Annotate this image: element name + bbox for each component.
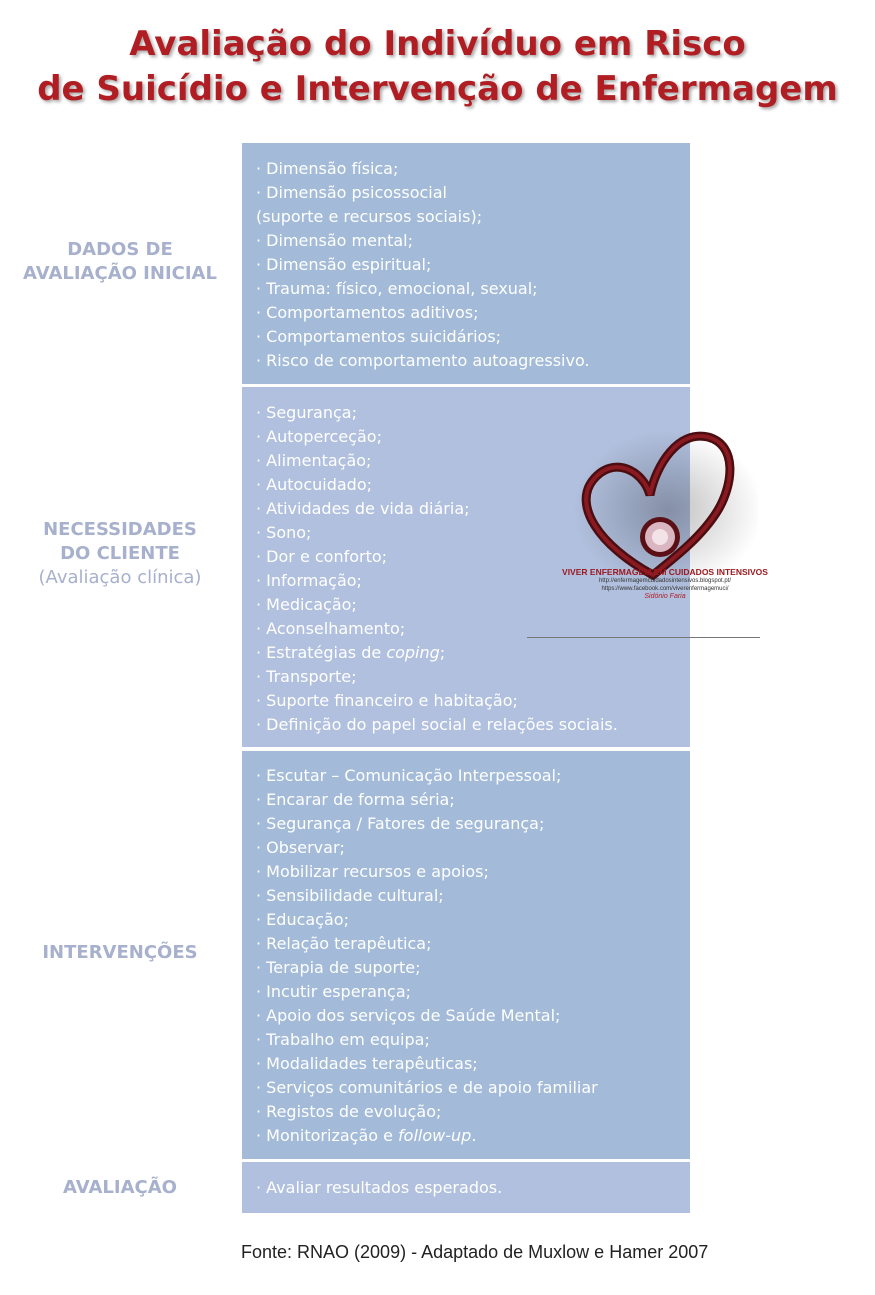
list-item: · Atividades de vida diária; — [256, 499, 470, 518]
list-item: · Alimentação; — [256, 451, 372, 470]
list-item: · Observar; — [256, 838, 345, 857]
label-dados-avaliacao — [0, 238, 240, 286]
list-item: · Mobilizar recursos e apoios; — [256, 862, 489, 881]
list-item: · Medicação; — [256, 595, 357, 614]
list-item: · Suporte financeiro e habitação; — [256, 691, 518, 710]
logo-url-1: http://enfermagemcuidadosintensivos.blogspot.pt/ — [598, 578, 732, 584]
list-item: · Dimensão psicossocial — [256, 183, 447, 202]
list-item: · Segurança / Fatores de segurança; — [256, 814, 545, 833]
title-line-2: de Suicídio e Intervenção de Enfermagem — [37, 69, 838, 109]
list-item: · Autoperceção; — [256, 427, 382, 446]
item-suffix: . — [471, 1126, 477, 1145]
item-emphasis: follow-up — [398, 1126, 472, 1145]
logo-name: VIVER ENFERMAGEM EM CUIDADOS INTENSIVOS — [562, 567, 768, 577]
logo-divider — [527, 637, 760, 638]
item-suffix: ; — [439, 643, 446, 662]
label-avaliacao — [0, 1176, 240, 1200]
list-item: · Sono; — [256, 523, 312, 542]
list-item: · Avaliar resultados esperados. — [256, 1178, 503, 1197]
list-item — [256, 1124, 680, 1148]
list-item: · Relação terapêutica; — [256, 934, 432, 953]
list-item — [256, 641, 680, 665]
list-item: · Definição do papel social e relações sociais. — [256, 715, 618, 734]
list-item: · Incutir esperança; — [256, 982, 412, 1001]
item-emphasis: coping — [386, 643, 440, 662]
logo-url-2: https://www.facebook.com/viverenfermagemuci/ — [601, 586, 729, 592]
list-item: · Trabalho em equipa; — [256, 1030, 430, 1049]
list-item: · Autocuidado; — [256, 475, 372, 494]
list-item: · Modalidades terapêuticas; — [256, 1054, 478, 1073]
list-item: · Serviços comunitários e de apoio familiar — [256, 1078, 598, 1097]
list-item: · Dimensão física; — [256, 159, 399, 178]
label-sub: (Avaliação clínica) — [38, 567, 202, 588]
label-line: AVALIAÇÃO INICIAL — [23, 263, 217, 284]
label-line: AVALIAÇÃO — [63, 1177, 177, 1198]
list-item: · Apoio dos serviços de Saúde Mental; — [256, 1006, 561, 1025]
list-item: · Registos de evolução; — [256, 1102, 442, 1121]
item-text: · Estratégias de — [256, 643, 387, 662]
list-item: · Dimensão mental; — [256, 231, 414, 250]
label-line: INTERVENÇÕES — [42, 942, 198, 963]
list-item: · Dor e conforto; — [256, 547, 388, 566]
list-item: · Sensibilidade cultural; — [256, 886, 444, 905]
list-item: · Educação; — [256, 910, 349, 929]
list-item: · Risco de comportamento autoagressivo. — [256, 351, 590, 370]
list-item: · Comportamentos aditivos; — [256, 303, 479, 322]
list-item: · Comportamentos suicidários; — [256, 327, 502, 346]
label-line: DO CLIENTE — [60, 543, 180, 564]
label-necessidades — [0, 518, 240, 590]
list-item: · Informação; — [256, 571, 362, 590]
list-item: · Transporte; — [256, 667, 357, 686]
logo-author: Sidónio Faria — [644, 593, 686, 600]
logo-caption — [555, 567, 775, 600]
box-avaliacao — [242, 1162, 690, 1213]
label-line: DADOS DE — [67, 239, 173, 260]
list-item: · Segurança; — [256, 403, 357, 422]
page-title — [0, 22, 875, 112]
box-dados-avaliacao — [242, 143, 690, 384]
item-text: · Monitorização e — [256, 1126, 399, 1145]
list-item: (suporte e recursos sociais); — [256, 207, 483, 226]
title-line-1: Avaliação do Indivíduo em Risco — [129, 24, 746, 64]
list-item: · Escutar – Comunicação Interpessoal; — [256, 766, 562, 785]
list-item: · Trauma: físico, emocional, sexual; — [256, 279, 538, 298]
list-item: · Terapia de suporte; — [256, 958, 421, 977]
list-item: · Dimensão espiritual; — [256, 255, 432, 274]
list-item: · Aconselhamento; — [256, 619, 406, 638]
source-caption: Fonte: RNAO (2009) - Adaptado de Muxlow e Hamer 2007 — [241, 1242, 709, 1262]
label-line: NECESSIDADES — [43, 519, 197, 540]
label-intervencoes — [0, 941, 240, 965]
list-item: · Encarar de forma séria; — [256, 790, 455, 809]
box-intervencoes — [242, 751, 690, 1159]
